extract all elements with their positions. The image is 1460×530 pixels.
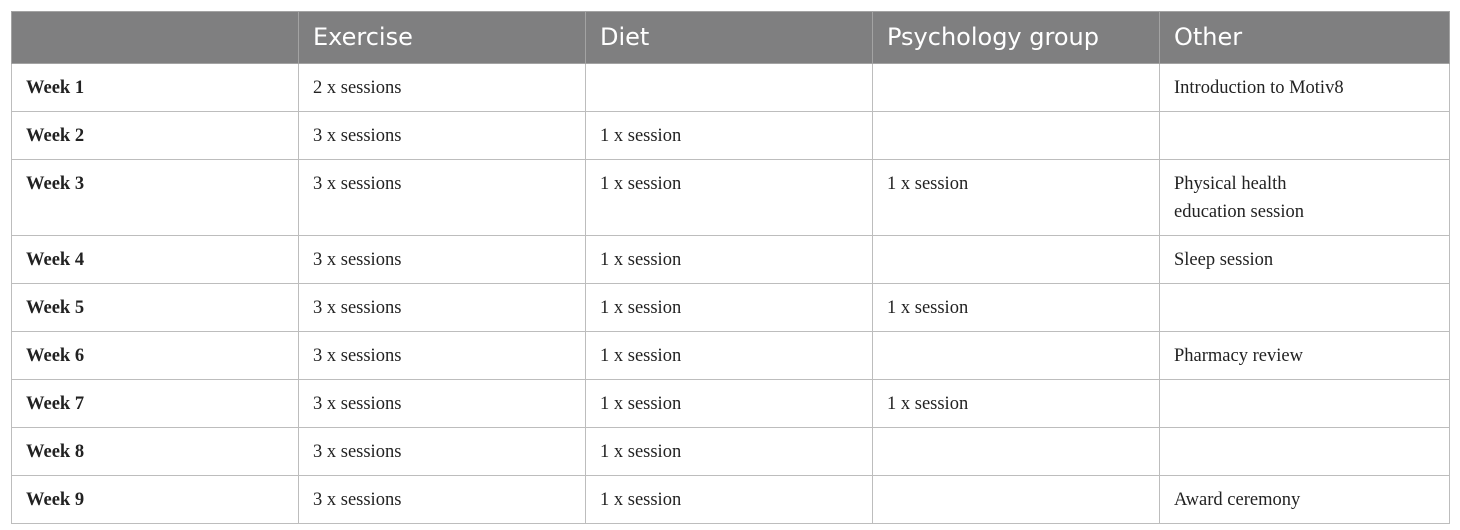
table-row — [12, 236, 1450, 284]
week-cell: Week 3 — [12, 160, 299, 236]
exercise-cell: 3 x sessions — [299, 476, 586, 524]
other-cell — [1160, 428, 1450, 476]
psychology-cell — [873, 428, 1160, 476]
diet-cell: 1 x session — [586, 160, 873, 236]
exercise-cell: 3 x sessions — [299, 112, 586, 160]
psychology-cell: 1 x session — [873, 380, 1160, 428]
table-row — [12, 160, 1450, 236]
table-row — [12, 332, 1450, 380]
header-other: Other — [1160, 12, 1450, 64]
header-row — [12, 12, 1450, 64]
diet-cell: 1 x session — [586, 112, 873, 160]
exercise-cell: 2 x sessions — [299, 64, 586, 112]
header-diet: Diet — [586, 12, 873, 64]
psychology-cell — [873, 236, 1160, 284]
table-body — [12, 64, 1450, 524]
schedule-table — [11, 11, 1450, 524]
week-cell: Week 5 — [12, 284, 299, 332]
header-week — [12, 12, 299, 64]
psychology-cell — [873, 332, 1160, 380]
other-cell: Pharmacy review — [1160, 332, 1450, 380]
psychology-cell: 1 x session — [873, 284, 1160, 332]
diet-cell: 1 x session — [586, 380, 873, 428]
week-cell: Week 1 — [12, 64, 299, 112]
diet-cell — [586, 64, 873, 112]
diet-cell: 1 x session — [586, 332, 873, 380]
week-cell: Week 9 — [12, 476, 299, 524]
table-row — [12, 112, 1450, 160]
table-row — [12, 476, 1450, 524]
psychology-cell: 1 x session — [873, 160, 1160, 236]
exercise-cell: 3 x sessions — [299, 236, 586, 284]
exercise-cell: 3 x sessions — [299, 332, 586, 380]
table-row — [12, 380, 1450, 428]
psychology-cell — [873, 476, 1160, 524]
diet-cell: 1 x session — [586, 284, 873, 332]
exercise-cell: 3 x sessions — [299, 160, 586, 236]
other-cell: Award ceremony — [1160, 476, 1450, 524]
diet-cell: 1 x session — [586, 476, 873, 524]
other-cell: Introduction to Motiv8 — [1160, 64, 1450, 112]
other-cell — [1160, 380, 1450, 428]
table-row — [12, 428, 1450, 476]
other-cell: Sleep session — [1160, 236, 1450, 284]
week-cell: Week 8 — [12, 428, 299, 476]
week-cell: Week 6 — [12, 332, 299, 380]
week-cell: Week 2 — [12, 112, 299, 160]
psychology-cell — [873, 112, 1160, 160]
week-cell: Week 4 — [12, 236, 299, 284]
psychology-cell — [873, 64, 1160, 112]
diet-cell: 1 x session — [586, 236, 873, 284]
other-cell — [1160, 112, 1450, 160]
week-cell: Week 7 — [12, 380, 299, 428]
table-row — [12, 284, 1450, 332]
header-exercise: Exercise — [299, 12, 586, 64]
exercise-cell: 3 x sessions — [299, 428, 586, 476]
table-row — [12, 64, 1450, 112]
table-header — [12, 12, 1450, 64]
diet-cell: 1 x session — [586, 428, 873, 476]
exercise-cell: 3 x sessions — [299, 380, 586, 428]
header-psychology-group: Psychology group — [873, 12, 1160, 64]
other-cell: Physical health education session — [1160, 160, 1450, 236]
exercise-cell: 3 x sessions — [299, 284, 586, 332]
other-cell — [1160, 284, 1450, 332]
